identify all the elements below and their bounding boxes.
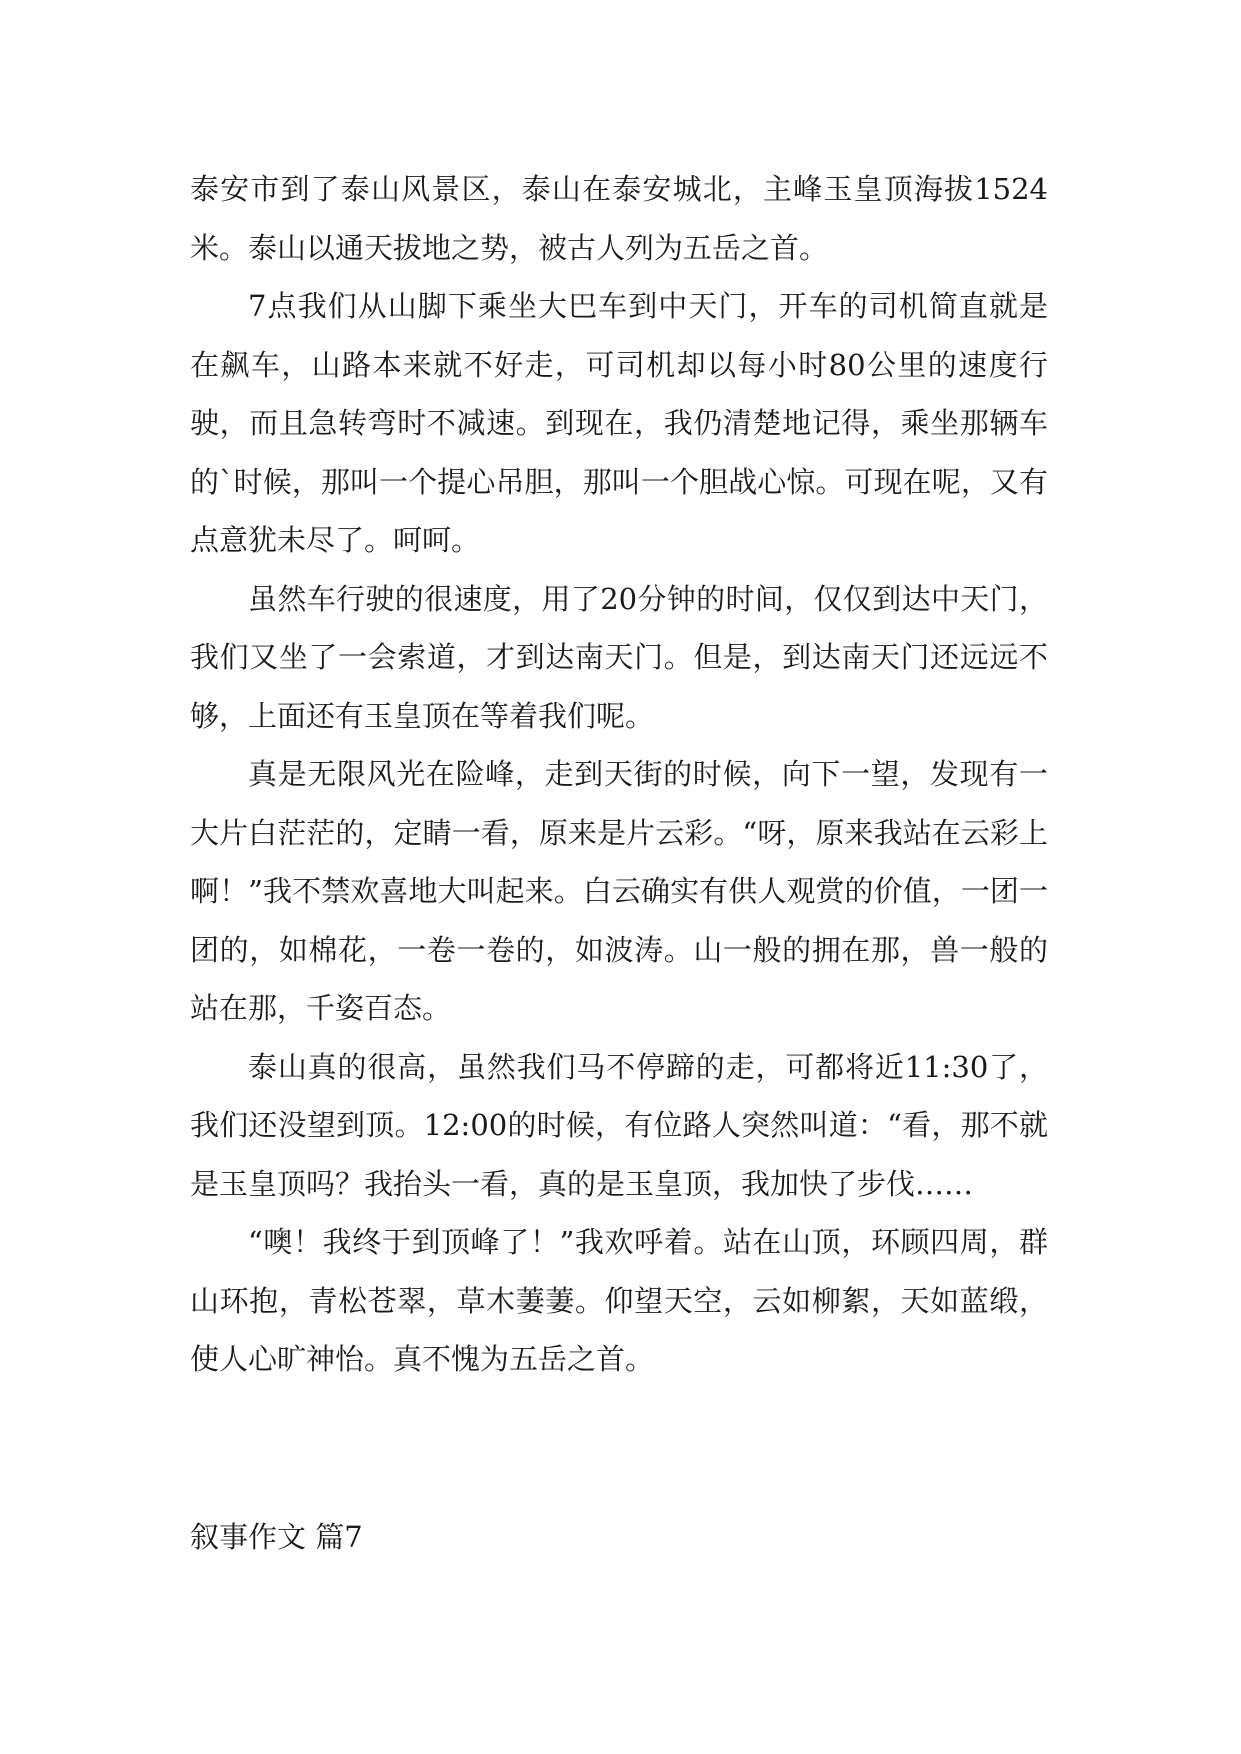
paragraph-5: 泰山真的很高，虽然我们马不停蹄的走，可都将近11:30了，我们还没望到顶。12:00的时候，有位路人突然叫道：“看，那不就是玉皇顶吗？我抬头一看，真的是玉皇顶，我加快了步伐…… [190,1049,1048,1201]
section-heading: 叙事作文 篇7 [190,1520,363,1554]
paragraph-2: 7点我们从山脚下乘坐大巴车到中天门，开车的司机简直就是在飙车，山路本来就不好走，可司机却以每小时80公里的速度行驶，而且急转弯时不减速。到现在，我仍清楚地记得，乘坐那辆车的`时候，那叫一个提心吊胆，那叫一个胆战心惊。可现在呢，又有点意犹未尽了。呵呵。 [190,289,1048,557]
paragraph-3: 虽然车行驶的很速度，用了20分钟的时间，仅仅到达中天门，我们又坐了一会索道，才到达南天门。但是，到达南天门还远远不够，上面还有玉皇顶在等着我们呢。 [190,581,1048,733]
essay-body [190,160,1048,1389]
paragraph-1: 泰安市到了泰山风景区，泰山在泰安城北，主峰玉皇顶海拔1524米。泰山以通天拔地之势，被古人列为五岳之首。 [190,172,1048,265]
paragraph-6: “噢！我终于到顶峰了！”我欢呼着。站在山顶，环顾四周，群山环抱，青松苍翠，草木萋萋。仰望天空，云如柳絮，天如蓝缎，使人心旷神怡。真不愧为五岳之首。 [190,1225,1048,1376]
paragraph-4: 真是无限风光在险峰，走到天街的时候，向下一望，发现有一大片白茫茫的，定睛一看，原来是片云彩。“呀，原来我站在云彩上啊！”我不禁欢喜地大叫起来。白云确实有供人观赏的价值，一团一团的，如棉花，一卷一卷的，如波涛。山一般的拥在那，兽一般的站在那，千姿百态。 [190,757,1048,1025]
